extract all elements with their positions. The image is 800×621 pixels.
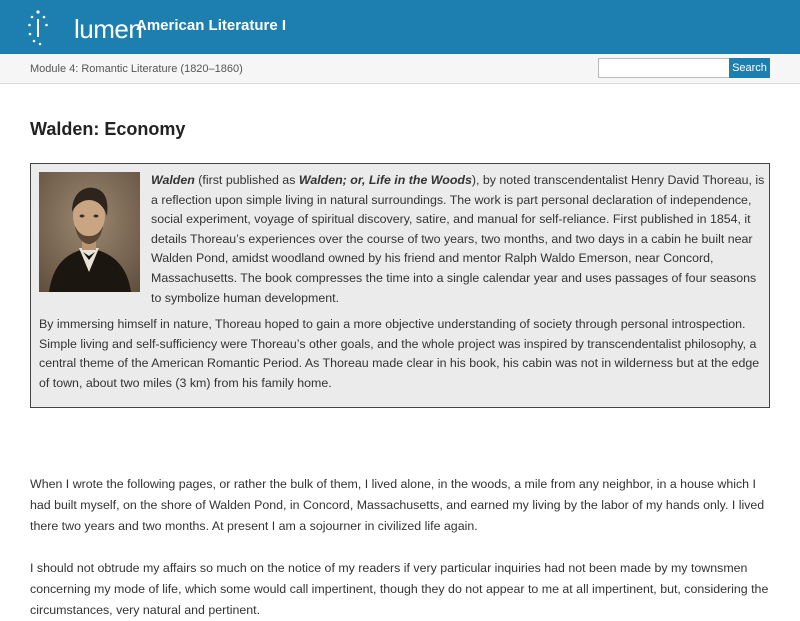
intro-box <box>30 163 770 408</box>
search-input[interactable] <box>598 58 730 78</box>
lumen-logo[interactable] <box>28 10 143 46</box>
sub-header <box>0 54 800 84</box>
search-button[interactable]: Search <box>729 58 770 78</box>
intro-paragraph-2: By immersing himself in nature, Thoreau hoped to gain a more objective understanding of society through personal introspection. Simple living and self-sufficiency were Thoreau’s other goals, and the whole project was inspired by transcendentalist philosophy, a central theme of the American Romantic Period. As Thoreau made clear in his book, his cabin was not in wilderness but at the edge of town, about two miles (3 km) from his family home. <box>39 317 760 390</box>
thoreau-portrait-icon <box>39 172 140 292</box>
page-title: Walden: Economy <box>30 119 186 139</box>
logo-dots-icon <box>28 10 48 46</box>
intro-p1-segment-b: ), by noted transcendentalist Henry David Thoreau, is a reflection upon simple living in natural surroundings. The work is part personal declaration of independence, social experiment, voyage of spiritual discovery, satire, and manual for self-reliance. First published in 1854, it details Thoreau’s experiences over the course of two years, two months, and two days in a cabin he built near Walden Pond, amidst woodland owned by his friend and mentor Ralph Waldo Emerson, near Concord, Massachusetts. The book compresses the time into a single calendar year and uses passages of four seasons to symbolize human development. <box>151 173 765 305</box>
breadcrumb[interactable]: Module 4: Romantic Literature (1820–1860) <box>30 63 243 75</box>
top-bar <box>0 0 800 54</box>
intro-p1-segment-a: (first published as <box>194 173 299 187</box>
logo-text: lumen <box>74 14 143 44</box>
course-title[interactable]: American Literature I <box>136 17 287 34</box>
book-title: Walden <box>151 173 195 187</box>
book-title-full: Walden; or, Life in the Woods <box>298 173 472 187</box>
body-paragraph-1: When I wrote the following pages, or rather the bulk of them, I lived alone, in the woods, a mile from any neighbor, in a house which I had built myself, on the shore of Walden Pond, in Concord, Massachusetts, and earned my living by the labor of my hands only. I lived there two years and two months. At present I am a sojourner in civilized life again. <box>30 477 765 533</box>
body-paragraph-2: I should not obtrude my affairs so much on the notice of my readers if very particular inquiries had not been made by my townsmen concerning my mode of life, which some would call impertinent, though they do not appear to me at all impertinent, but, considering the circumstances, very natural and pertinent. <box>30 561 769 617</box>
intro-paragraph-1 <box>151 171 765 308</box>
